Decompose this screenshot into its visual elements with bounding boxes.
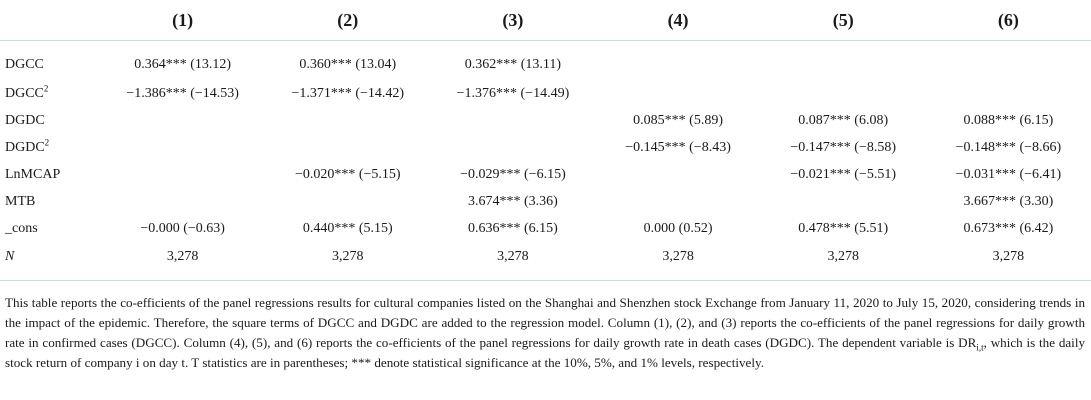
table-row (0, 215, 1091, 242)
header-blank-cell (0, 0, 100, 41)
table-cell (100, 161, 265, 188)
table-cell (265, 188, 430, 215)
table-cell: 0.088*** (6.15) (963, 112, 1054, 128)
table-cell: −1.376*** (−14.49) (456, 85, 570, 101)
row-label-text: MTB (5, 193, 36, 209)
table-body (0, 41, 1091, 279)
column-header: (5) (761, 0, 926, 41)
table-cell (265, 107, 430, 134)
table-cell (265, 134, 430, 161)
table-cell: 0.362*** (13.11) (464, 56, 562, 72)
table-cell: −0.148*** (−8.66) (955, 139, 1062, 155)
table-cell (100, 107, 265, 134)
table-cell (761, 41, 926, 81)
column-header: (2) (265, 0, 430, 41)
table-cell (596, 188, 761, 215)
table-cell: −0.147*** (−8.58) (790, 139, 897, 155)
row-label (0, 80, 100, 107)
table-cell (761, 80, 926, 107)
table-cell: 3,278 (332, 249, 364, 264)
row-label (0, 215, 100, 242)
table-cell: 3.667*** (3.30) (963, 193, 1054, 209)
table-cell: 0.636*** (6.15) (468, 220, 558, 236)
table-cell: −0.029*** (−6.15) (460, 166, 566, 182)
table-cell: −0.000 (−0.63) (140, 220, 225, 236)
footnote-text-part1: This table reports the co-efficients of the panel regressions results for cultural companies listed on the Shanghai and Shenzhen stock Exchange from January 11, 2020 to July 15, 2020, considering trends in the impact of the epidemic. Therefore, the square terms of DGCC and DGDC are added to the regression model. Column (1), (2), and (3) reports the co-efficients of the panel regressions for daily growth rate in confirmed cases (DGCC). Column (4), (5), and (6) reports the co-efficients of the panel regressions for daily growth rate in death cases (DGDC). The dependent variable is DR (5, 295, 1085, 350)
table-row (0, 41, 1091, 81)
table-cell: 3,278 (497, 249, 529, 264)
row-label-text: DGDC (5, 112, 45, 128)
table-row (0, 188, 1091, 215)
table-cell (761, 188, 926, 215)
table-row (0, 107, 1091, 134)
table-header (0, 0, 1091, 41)
table-bottom-rule (0, 280, 1091, 281)
table-cell (926, 41, 1091, 81)
table-cell: −0.031*** (−6.41) (955, 166, 1062, 182)
table-cell: −0.020*** (−5.15) (294, 166, 401, 182)
table-cell: −1.386*** (−14.53) (126, 85, 239, 101)
table-cell: 3.674*** (3.36) (468, 193, 558, 209)
table-cell (596, 41, 761, 81)
table-cell (430, 134, 595, 161)
table-cell: 0.673*** (6.42) (963, 220, 1054, 236)
table-row (0, 80, 1091, 107)
column-header: (6) (926, 0, 1091, 41)
table-footnote (5, 293, 1085, 373)
table-cell: 3,278 (662, 249, 694, 264)
table-row (0, 242, 1091, 278)
row-label (0, 107, 100, 134)
table-cell: 0.478*** (5.51) (798, 220, 889, 236)
table-cell (100, 188, 265, 215)
table-row (0, 161, 1091, 188)
table-cell: 0.000 (0.52) (643, 220, 713, 236)
row-label (0, 134, 100, 161)
table-row (0, 134, 1091, 161)
table-cell: 0.440*** (5.15) (302, 220, 393, 236)
footnote-subscript: i,t (976, 342, 984, 353)
table-cell: 3,278 (827, 249, 859, 264)
header-row (0, 0, 1091, 41)
column-header: (4) (596, 0, 761, 41)
table-cell (596, 80, 761, 107)
table-cell: 0.364*** (13.12) (134, 56, 232, 72)
table-cell: −1.371*** (−14.42) (291, 85, 405, 101)
table-cell: 3,278 (992, 249, 1025, 264)
table-cell (100, 134, 265, 161)
row-label-text: _cons (5, 220, 38, 236)
table-cell: −0.021*** (−5.51) (790, 166, 897, 182)
table-cell: 0.085*** (5.89) (633, 112, 723, 128)
table-cell (430, 107, 595, 134)
column-header: (3) (430, 0, 595, 41)
row-label-text: LnMCAP (5, 166, 61, 182)
column-header: (1) (100, 0, 265, 41)
row-label (0, 188, 100, 215)
row-label (0, 41, 100, 81)
table-cell (926, 80, 1091, 107)
row-label-text: N (5, 249, 15, 264)
row-label-text: DGCC (5, 56, 44, 72)
row-label-superscript: 2 (44, 136, 50, 147)
table-cell: 0.087*** (6.08) (798, 112, 889, 128)
row-label-superscript: 2 (43, 82, 49, 93)
table-cell: −0.145*** (−8.43) (625, 139, 731, 155)
footnote-text-part2: , which is the daily stock return of company i on day t. T statistics are in parentheses; *** denote statistical significance at the 10%, 5%, and 1% levels, respectively. (5, 335, 1085, 370)
row-label-text: DGDC (5, 139, 45, 155)
table-cell: 3,278 (166, 249, 199, 264)
row-label-text: DGCC (5, 85, 44, 101)
table-cell (596, 161, 761, 188)
row-label (0, 242, 100, 278)
row-label (0, 161, 100, 188)
table-cell: 0.360*** (13.04) (299, 56, 397, 72)
